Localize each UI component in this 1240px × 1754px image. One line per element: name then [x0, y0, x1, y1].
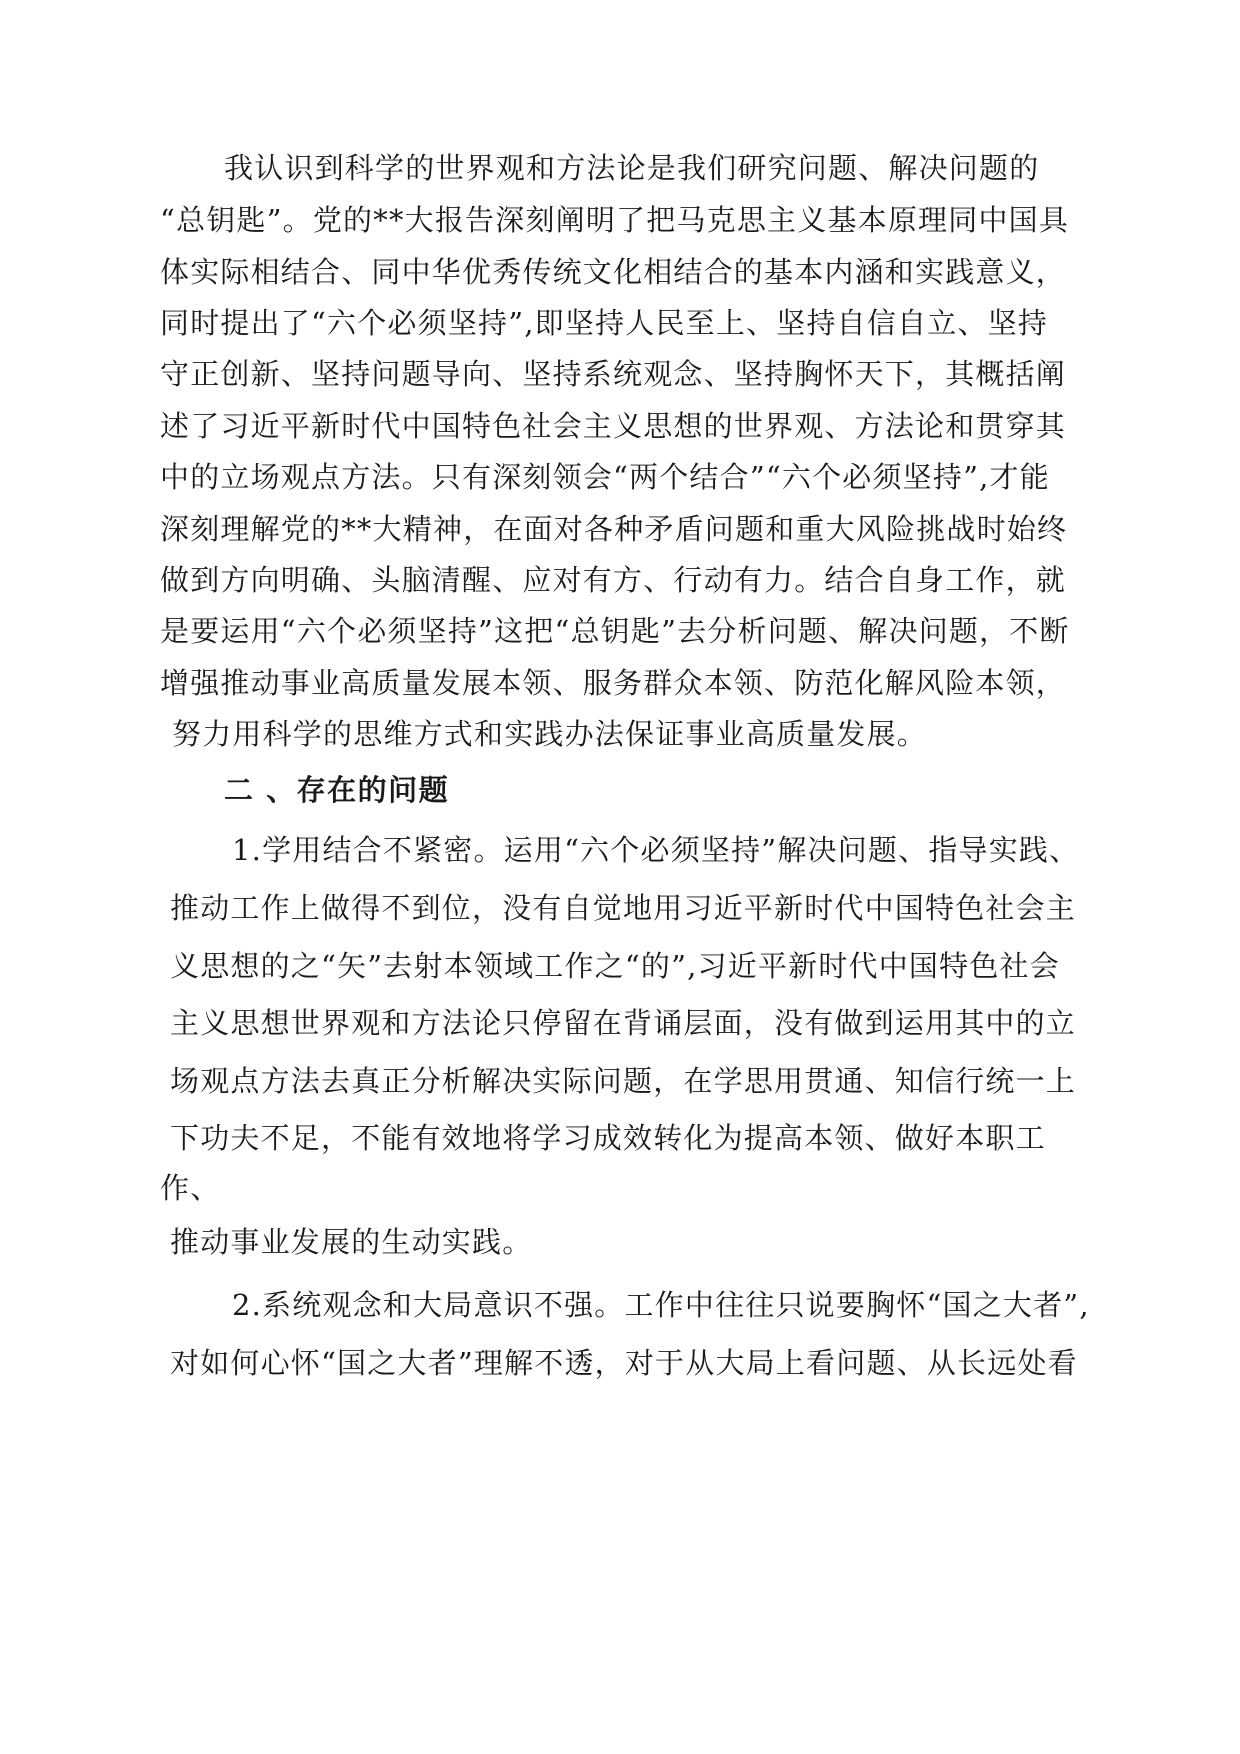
item-line: 主义思想世界观和方法论只停留在背诵层面，没有做到运用其中的立	[170, 1006, 1077, 1040]
item-line: 场观点方法去真正分析解决实际问题，在学思用贯通、知信行统一上	[170, 1064, 1077, 1098]
item-line: 推动事业发展的生动实践。	[170, 1225, 533, 1259]
paragraph-line: 增强推动事业高质量发展本领、服务群众本领、防范化解风险本领，	[160, 666, 1067, 700]
paragraph-line: 深刻理解党的**大精神，在面对各种矛盾问题和重大风险挑战时始终	[160, 512, 1068, 546]
paragraph-line: 体实际相结合、同中华优秀传统文化相结合的基本内涵和实践意义，	[160, 255, 1067, 289]
paragraph-line: 做到方向明确、头脑清醒、应对有方、行动有力。结合自身工作，就	[160, 563, 1067, 597]
section-heading: 二 、存在的问题	[224, 773, 450, 807]
paragraph-line: “总钥匙”。党的**大报告深刻阐明了把马克思主义基本原理同中国具	[160, 203, 1070, 237]
item-line: 推动工作上做得不到位，没有自觉地用习近平新时代中国特色社会主	[170, 891, 1077, 925]
item-line: 2.系统观念和大局意识不强。工作中往往只说要胸怀“国之大者”,	[232, 1288, 1090, 1322]
paragraph-line: 中的立场观点方法。只有深刻领会“两个结合”“六个必须坚持”,才能	[160, 460, 1050, 494]
item-line: 义思想的之“矢”去射本领域工作之“的”,习近平新时代中国特色社会	[170, 949, 1060, 983]
paragraph-line: 努力用科学的思维方式和实践办法保证事业高质量发展。	[172, 717, 928, 751]
item-line: 对如何心怀“国之大者”理解不透，对于从大局上看问题、从长远处看	[170, 1346, 1078, 1380]
paragraph-line: 守正创新、坚持问题导向、坚持系统观念、坚持胸怀天下，其概括阐	[160, 357, 1067, 391]
paragraph-line: 述了习近平新时代中国特色社会主义思想的世界观、方法论和贯穿其	[160, 409, 1067, 443]
paragraph-line: 我认识到科学的世界观和方法论是我们研究问题、解决问题的	[224, 151, 1040, 185]
paragraph-line: 是要运用“六个必须坚持”这把“总钥匙”去分析问题、解决问题，不断	[160, 614, 1070, 648]
paragraph-line: 同时提出了“六个必须坚持”,即坚持人民至上、坚持自信自立、坚持	[160, 306, 1049, 340]
item-line: 下功夫不足，不能有效地将学习成效转化为提高本领、做好本职工	[170, 1121, 1046, 1155]
item-line: 作、	[160, 1171, 221, 1205]
item-line: 1.学用结合不紧密。运用“六个必须坚持”解决问题、指导实践、	[232, 833, 1080, 867]
